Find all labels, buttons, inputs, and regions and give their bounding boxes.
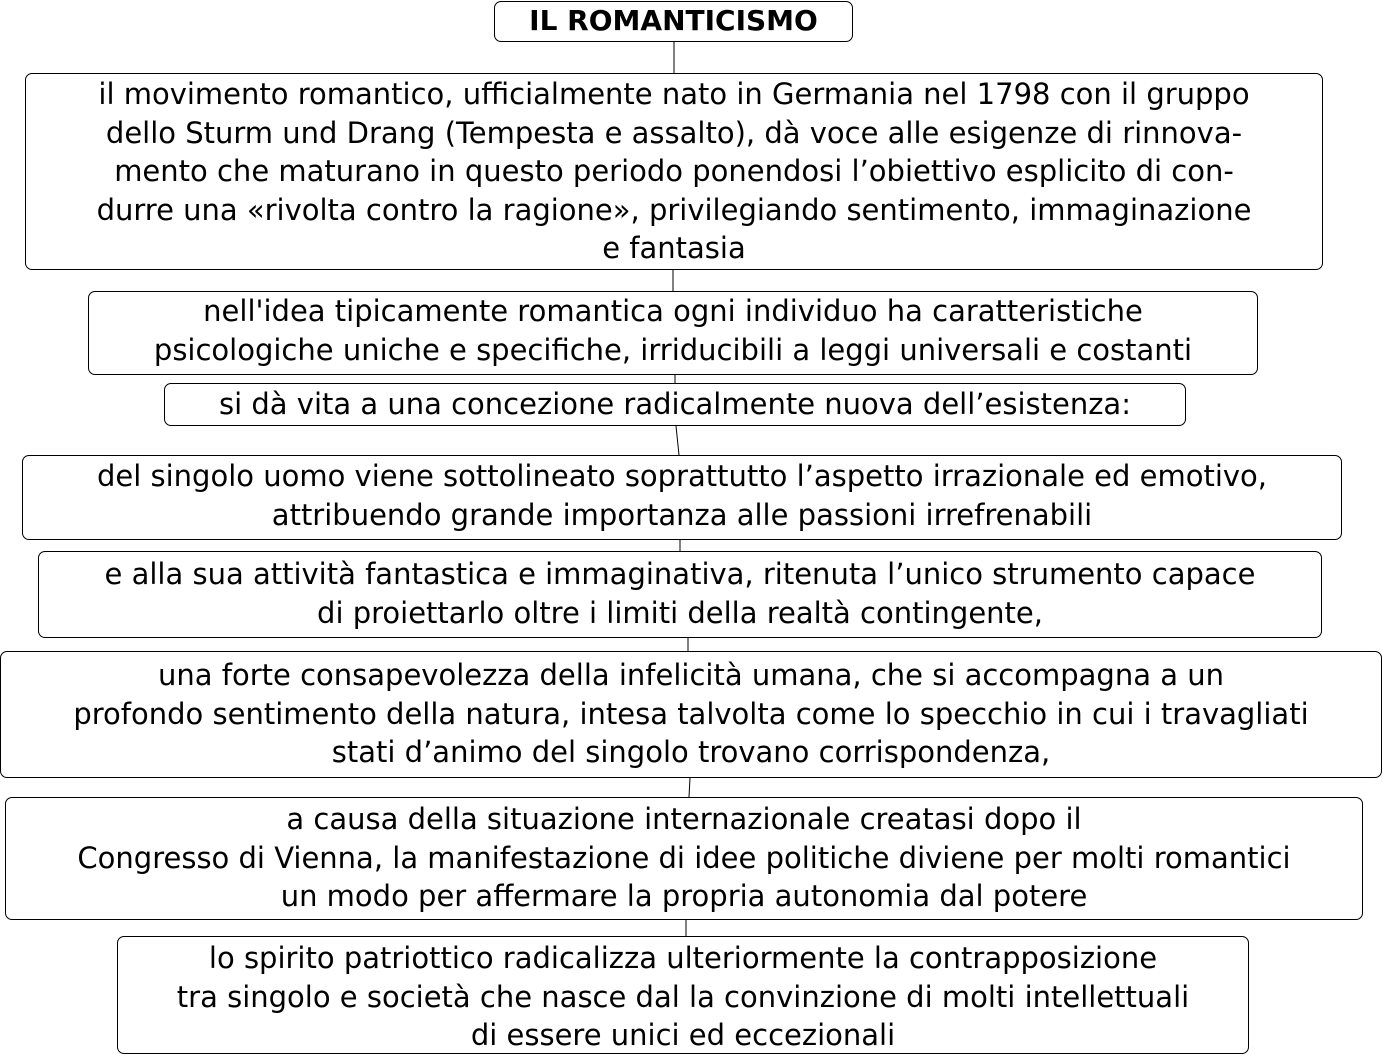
- map-title[interactable]: [494, 1, 853, 42]
- node-text-line: Congresso di Vienna, la manifestazione di idee politiche diviene per molti romantici: [77, 840, 1291, 875]
- node-text-line: si dà vita a una concezione radicalmente nuova dell’esistenza:: [219, 387, 1131, 421]
- node-text-line: dello Sturm und Drang (Tempesta e assalto), dà voce alle esigenze di rinnova-: [105, 115, 1243, 150]
- concept-node-individual[interactable]: [88, 291, 1258, 375]
- node-text-line: di essere unici ed eccezionali: [470, 1018, 896, 1052]
- node-text-line: tra singolo e società che nasce dal la convinzione di molti intellettuali: [176, 979, 1190, 1014]
- node-text-line: un modo per affermare la propria autonomia dal potere: [280, 879, 1088, 913]
- node-text-line: di proiettarlo oltre i limiti della realtà contingente,: [317, 595, 1043, 630]
- concept-node-imagination[interactable]: [38, 551, 1322, 638]
- node-text-line: il movimento romantico, ufficialmente nato in Germania nel 1798 con il gruppo: [98, 77, 1250, 111]
- node-text-line: una forte consapevolezza della infelicità umana, che si accompagna a un: [158, 658, 1224, 692]
- node-text-line: e alla sua attività fantastica e immaginativa, ritenuta l’unico strumento capace: [104, 557, 1256, 591]
- node-text-line: durre una «rivolta contro la ragione», privilegiando sentimento, immaginazione: [96, 192, 1252, 227]
- node-text-line: a causa della situazione internazionale creatasi dopo il: [286, 802, 1082, 836]
- node-text-line: e fantasia: [602, 231, 746, 265]
- concept-node-political-ideas[interactable]: [5, 797, 1363, 920]
- node-text-line: del singolo uomo viene sottolineato soprattutto l’aspetto irrazionale ed emotivo,: [96, 459, 1268, 493]
- connector-node3-node4: [676, 426, 679, 455]
- concept-node-unhappiness-nature[interactable]: [0, 651, 1382, 778]
- connector-node6-node7: [689, 778, 690, 797]
- concept-node-new-existence[interactable]: [164, 383, 1186, 426]
- map-title-text: IL ROMANTICISMO: [529, 4, 818, 37]
- node-text-line: stati d’animo del singolo trovano corrispondenza,: [331, 735, 1051, 769]
- node-text-line: attribuendo grande importanza alle passioni irrefrenabili: [271, 497, 1093, 532]
- node-text-line: nell'idea tipicamente romantica ogni individuo ha caratteristiche: [203, 294, 1143, 328]
- concept-node-patriotism[interactable]: [117, 936, 1249, 1054]
- concept-node-movement-origin[interactable]: [25, 73, 1323, 270]
- node-text-line: mento che maturano in questo periodo ponendosi l’obiettivo esplicito di con-: [114, 154, 1234, 188]
- node-text-line: profondo sentimento della natura, intesa talvolta come lo specchio in cui i travagliati: [73, 696, 1309, 731]
- node-text-line: psicologiche uniche e specifiche, irriducibili a leggi universali e costanti: [153, 332, 1193, 367]
- concept-node-irrational[interactable]: [22, 455, 1342, 540]
- node-text-line: lo spirito patriottico radicalizza ulteriormente la contrapposizione: [208, 941, 1158, 975]
